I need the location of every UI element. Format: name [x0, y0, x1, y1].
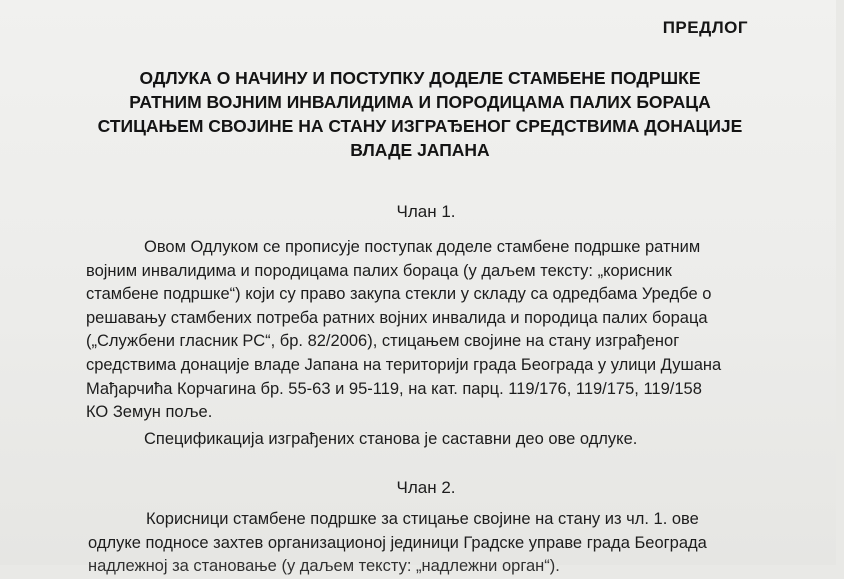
paragraph-line: стамбене подршке“) који су право закупа стекли у складу са одредбама Уредбе о	[86, 285, 712, 304]
title-line-3: СТИЦАЊЕМ СВОЈИНЕ НА СТАНУ ИЗГРАЂЕНОГ СРЕДСТВИМА ДОНАЦИЈЕ	[97, 116, 743, 136]
title-line-2: РАТНИМ ВОЈНИМ ИНВАЛИДИМА И ПОРОДИЦАМА ПАЛИХ БОРАЦА	[129, 92, 711, 112]
paragraph-line: надлежној за становање (у даљем тексту: „надлежни орган“).	[88, 557, 560, 576]
title-line-4: ВЛАДЕ ЈАПАНА	[350, 140, 490, 160]
paragraph-line: („Службени гласник РС“, бр. 82/2006), стицањем својине на стану изграђеног	[86, 332, 680, 351]
paragraph-line: решавању стамбених потреба ратних војних инвалида и породица палих бораца	[86, 308, 708, 327]
paragraph-line: Корисници стамбене подршке за стицање својине на стану из чл. 1. ове	[146, 510, 699, 528]
title-line-1: ОДЛУКА О НАЧИНУ И ПОСТУПКУ ДОДЕЛЕ СТАМБЕНЕ ПОДРШКЕ	[139, 68, 701, 88]
paragraph-line: средствима донације владе Јапана на територији града Београда у улици Душана	[86, 355, 722, 374]
article-2-heading: Члан 2.	[396, 478, 456, 497]
article-1-specification-paragraph: Спецификација изграђених станова је саставни део ове одлуке.	[144, 430, 638, 448]
paragraph-line: одлуке подносе захтев организационој јединици Градске управе града Београда	[88, 533, 707, 552]
article-1-paragraph	[86, 236, 786, 425]
article-2-paragraph	[88, 508, 788, 576]
document-title	[60, 66, 780, 162]
document-status-label: ПРЕДЛОГ	[662, 18, 748, 37]
paragraph-line: војним инвалидима и породицама палих бораца (у даљем тексту: „корисник	[86, 261, 672, 280]
paragraph-line: Овом Одлуком се прописује поступак доделе стамбене подршке ратним	[144, 238, 701, 256]
paragraph-line: КО Земун поље.	[86, 403, 213, 422]
article-1-heading: Члан 1.	[396, 202, 456, 221]
paragraph-line: Мађарчића Корчагина бр. 55-63 и 95-119, на кат. парц. 119/176, 119/175, 119/158	[86, 379, 702, 398]
